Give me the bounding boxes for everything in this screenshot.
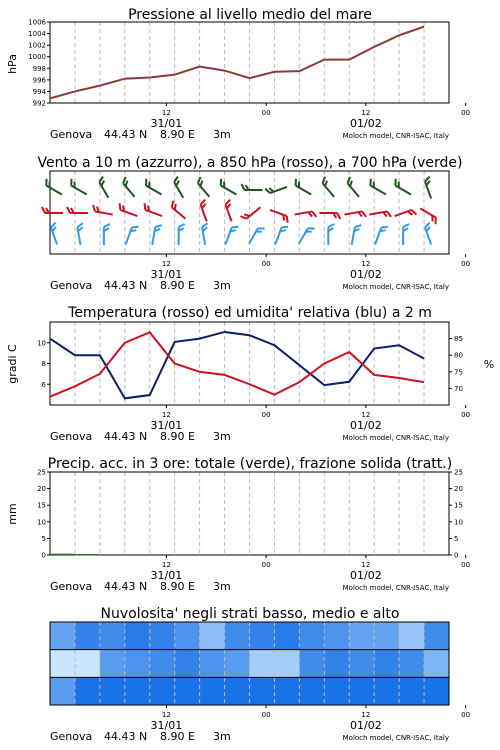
location-name: Genova — [50, 730, 93, 743]
barb-shaft — [395, 186, 411, 195]
wind-10m-barb — [225, 225, 238, 247]
y2-tick-label: 20 — [454, 485, 463, 494]
cloud-cell — [299, 622, 324, 650]
date-label: 31/01 — [150, 719, 183, 732]
barb-flag — [143, 179, 149, 186]
cloud-cell — [250, 622, 275, 650]
barb-flag — [77, 223, 83, 227]
cloud-cell — [75, 677, 100, 705]
cloud-cell — [100, 622, 125, 650]
location-lon: 8.90 E — [160, 128, 195, 141]
wind-700-barb — [218, 179, 239, 195]
wind-10m-barb — [403, 224, 409, 245]
date-label: 01/02 — [350, 419, 382, 432]
barb-flag — [403, 224, 409, 227]
cloud-cell — [150, 622, 175, 650]
y2-tick-label: 80 — [454, 351, 463, 360]
wind-700-barb — [321, 177, 339, 197]
wind-10m-barb — [50, 223, 63, 245]
barb-flag — [44, 179, 50, 186]
y-tick-label: 25 — [37, 468, 46, 477]
barb-flag — [308, 226, 315, 232]
wind-10m-barb — [275, 225, 288, 247]
barb-flag — [155, 224, 161, 228]
barb-flag — [202, 223, 208, 227]
barb-shaft — [95, 211, 113, 214]
x-tick-label: 00 — [261, 411, 271, 419]
wind-700-barb — [293, 179, 314, 195]
y-tick-label: 15 — [37, 501, 46, 510]
barb-flag — [92, 205, 96, 211]
y2-tick-label: 25 — [454, 468, 463, 477]
barb-shaft — [120, 210, 137, 216]
wind-10m-barb — [375, 225, 388, 247]
date-label: 01/02 — [350, 719, 382, 732]
cloud-cell — [200, 622, 225, 650]
y2-tick-label: 15 — [454, 501, 463, 510]
x-tick-label: 12 — [161, 109, 171, 117]
cloud-cell — [349, 650, 374, 678]
location-alt: 3m — [213, 279, 231, 292]
x-tick-label: 12 — [361, 561, 371, 569]
barb-shaft — [71, 186, 87, 195]
location-lon: 8.90 E — [160, 580, 195, 593]
cloud-cell — [200, 677, 225, 705]
precip-title: Precip. acc. in 3 ore: totale (verde), frazione solida (tratt.) — [47, 456, 453, 472]
y2-tick-label: 10 — [454, 518, 463, 527]
y-tick-label: 0 — [41, 551, 46, 560]
wind-700-barb — [121, 177, 139, 197]
wind-700-barb — [393, 179, 414, 195]
pressure-ylabel: hPa — [6, 54, 19, 74]
wind-850-barb — [295, 211, 317, 221]
x-tick-label: 12 — [361, 109, 371, 117]
wind-700-barb — [424, 177, 437, 199]
barb-flag — [285, 216, 290, 223]
wind-700-barb — [265, 181, 287, 194]
wind-10m-barb — [202, 223, 212, 245]
y-tick-label: 10 — [37, 339, 46, 348]
wind-10m-barb — [249, 226, 265, 247]
x-tick-label: 00 — [461, 561, 471, 569]
wind-850-barb — [42, 207, 63, 213]
barb-flag — [142, 203, 147, 210]
cloud-cell — [349, 677, 374, 705]
humidity-ylabel: % — [483, 358, 495, 371]
cloud-cell — [175, 677, 200, 705]
model-credit: Moloch model, CNR-ISAC, Italy — [342, 584, 449, 592]
cloud-cell — [100, 650, 125, 678]
cloud-cell — [424, 622, 449, 650]
barb-flag — [67, 207, 70, 213]
barb-shaft — [126, 228, 132, 245]
barb-flag — [328, 224, 334, 227]
plot-frame — [50, 22, 449, 103]
x-tick-label: 00 — [261, 711, 271, 719]
wind-10m-barb — [352, 224, 362, 246]
cloud-cell — [349, 622, 374, 650]
x-tick-label: 00 — [461, 109, 471, 117]
cloud-cell — [50, 677, 75, 705]
cloud-cell — [50, 650, 75, 678]
model-credit: Moloch model, CNR-ISAC, Italy — [342, 132, 449, 140]
y2-tick-label: 0 — [454, 551, 459, 560]
wind-700-barb — [346, 177, 364, 197]
barb-flag — [242, 184, 245, 190]
y-tick-label: 994 — [32, 87, 46, 96]
barb-shaft — [99, 182, 108, 198]
cloud-cell — [399, 650, 424, 678]
barb-flag — [393, 179, 399, 186]
barb-flag — [232, 225, 239, 230]
wind-850-barb — [92, 205, 114, 215]
wind-10m-barb — [77, 223, 87, 245]
cloud-cell — [225, 677, 250, 705]
barb-flag — [69, 179, 75, 186]
model-credit: Moloch model, CNR-ISAC, Italy — [342, 734, 449, 742]
wind-700-barb — [368, 179, 389, 195]
cloud-cell — [399, 677, 424, 705]
barb-flag — [355, 224, 361, 228]
cloud-cell — [424, 650, 449, 678]
wind-700-barb — [69, 179, 90, 195]
location-alt: 3m — [213, 430, 231, 443]
temp-title: Temperatura (rosso) ed umidita' relativa (blu) a 2 m — [68, 305, 432, 321]
y2-tick-label: 70 — [454, 384, 463, 393]
wind-850-barb — [268, 210, 290, 223]
y2-tick-label: 75 — [454, 368, 463, 377]
barb-shaft — [352, 227, 355, 245]
barb-shaft — [172, 207, 186, 219]
wind-10m-barb — [328, 224, 334, 245]
cloud-cell — [150, 677, 175, 705]
wind-850-barb — [118, 203, 140, 216]
x-tick-label: 00 — [261, 561, 271, 569]
cloud-cell — [150, 650, 175, 678]
y-tick-label: 996 — [32, 76, 46, 85]
x-tick-label: 00 — [461, 711, 471, 719]
barb-shaft — [299, 228, 308, 244]
cloud-cell — [125, 650, 150, 678]
x-tick-label: 12 — [161, 561, 171, 569]
cloud-cell — [299, 650, 324, 678]
date-label: 31/01 — [150, 117, 183, 130]
cloud-cell — [100, 677, 125, 705]
wind-10m-barb — [126, 225, 139, 247]
x-tick-label: 12 — [361, 711, 371, 719]
barb-flag — [387, 211, 391, 217]
wind-850-barb — [224, 200, 237, 222]
wind-850-barb — [319, 213, 340, 219]
wind-panel — [37, 155, 470, 292]
cloud-cell — [424, 677, 449, 705]
cloud-title: Nuvolosita' negli strati basso, medio e alto — [100, 606, 400, 622]
location-name: Genova — [50, 430, 93, 443]
barb-flag — [179, 224, 185, 227]
wind-700-barb — [44, 179, 65, 195]
cloud-cell — [374, 650, 399, 678]
barb-shaft — [152, 227, 155, 245]
wind-850-barb — [369, 211, 391, 221]
barb-shaft — [375, 228, 381, 245]
cloud-cell — [225, 622, 250, 650]
x-tick-label: 12 — [161, 711, 171, 719]
barb-flag — [368, 179, 374, 186]
y-tick-label: 8 — [41, 360, 46, 368]
barb-shaft — [46, 186, 62, 195]
cloud-cell — [274, 650, 299, 678]
cloud-cell — [324, 622, 349, 650]
y-tick-label: 10 — [37, 518, 46, 527]
x-tick-label: 12 — [161, 411, 171, 419]
x-tick-label: 00 — [461, 260, 471, 268]
precip-panel — [6, 456, 470, 593]
wind-10m-barb — [152, 224, 162, 246]
cloud-cell — [399, 622, 424, 650]
barb-flag — [132, 225, 139, 230]
barb-shaft — [249, 228, 258, 244]
location-name: Genova — [50, 279, 93, 292]
location-alt: 3m — [213, 580, 231, 593]
y-tick-label: 998 — [32, 64, 46, 73]
date-label: 31/01 — [150, 569, 183, 582]
wind-850-barb — [142, 203, 164, 216]
y2-tick-label: 5 — [454, 534, 459, 543]
barb-shaft — [270, 210, 287, 216]
y-tick-label: 1000 — [28, 53, 46, 62]
location-alt: 3m — [213, 128, 231, 141]
barb-flag — [258, 226, 265, 232]
wind-10m-barb — [299, 226, 315, 247]
wind-850-barb — [200, 200, 213, 222]
y-tick-label: 5 — [41, 534, 46, 543]
wind-850-barb — [169, 201, 189, 219]
y-tick-label: 6 — [41, 380, 46, 389]
cloud-cell — [175, 622, 200, 650]
pressure-title: Pressione al livello medio del mare — [128, 7, 372, 23]
location-lat: 44.43 N — [104, 430, 148, 443]
x-tick-label: 12 — [361, 260, 371, 268]
precip-bar — [50, 554, 75, 556]
barb-flag — [433, 218, 439, 225]
cloud-cell — [225, 650, 250, 678]
location-lon: 8.90 E — [160, 730, 195, 743]
barb-shaft — [275, 228, 281, 245]
cloud-cell — [75, 650, 100, 678]
barb-shaft — [174, 182, 183, 198]
barb-shaft — [221, 186, 237, 195]
cloud-cell — [75, 622, 100, 650]
location-alt: 3m — [213, 730, 231, 743]
temp-ylabel: gradi C — [6, 344, 19, 384]
barb-flag — [118, 203, 123, 210]
cloud-cell — [324, 650, 349, 678]
wind-850-barb — [67, 207, 88, 213]
wind-700-barb — [143, 179, 164, 195]
barb-shaft — [145, 210, 162, 216]
pressure-panel — [6, 7, 470, 141]
cloud-cell — [125, 622, 150, 650]
wind-850-barb — [395, 209, 417, 222]
barb-flag — [104, 224, 110, 227]
date-label: 01/02 — [350, 268, 382, 281]
barb-flag — [293, 179, 299, 186]
barb-flag — [218, 179, 224, 186]
barb-shaft — [146, 186, 162, 195]
wind-10m-barb — [104, 224, 110, 245]
date-label: 31/01 — [150, 268, 183, 281]
wind-700-barb — [242, 184, 263, 190]
barb-shaft — [296, 186, 312, 195]
location-lat: 44.43 N — [104, 279, 148, 292]
x-tick-label: 00 — [261, 260, 271, 268]
cloud-cell — [250, 650, 275, 678]
cloud-cell — [274, 622, 299, 650]
wind-title: Vento a 10 m (azzurro), a 850 hPa (rosso), a 700 hPa (verde) — [37, 155, 463, 171]
cloud-cell — [250, 677, 275, 705]
cloud-cell — [125, 677, 150, 705]
x-tick-label: 12 — [161, 260, 171, 268]
pressure-line — [50, 27, 424, 99]
y-tick-label: 992 — [32, 99, 46, 108]
cloud-cell — [374, 677, 399, 705]
barb-flag — [381, 225, 388, 230]
barb-shaft — [225, 228, 231, 245]
precip-bar — [75, 554, 100, 556]
barb-flag — [282, 225, 289, 230]
temp-humidity-panel — [6, 305, 494, 443]
barb-flag — [337, 213, 340, 219]
y-tick-label: 20 — [37, 485, 46, 494]
wind-850-barb — [417, 209, 438, 225]
location-lat: 44.43 N — [104, 730, 148, 743]
cloud-cell — [274, 677, 299, 705]
y2-tick-label: 85 — [454, 335, 463, 344]
barb-shaft — [370, 186, 386, 195]
date-label: 31/01 — [150, 419, 183, 432]
wind-10m-barb — [424, 223, 437, 245]
location-lat: 44.43 N — [104, 580, 148, 593]
wind-10m-barb — [179, 224, 185, 245]
barb-flag — [42, 207, 45, 213]
barb-shaft — [247, 207, 261, 219]
wind-700-barb — [196, 177, 214, 197]
y-tick-label: 1006 — [28, 18, 46, 27]
cloud-cell — [50, 622, 75, 650]
cloud-cell — [200, 650, 225, 678]
y-tick-label: 1002 — [28, 41, 46, 50]
y-tick-label: 1004 — [28, 30, 46, 39]
cloud-cell — [175, 650, 200, 678]
precip-ylabel: mm — [6, 503, 19, 525]
date-label: 01/02 — [350, 117, 382, 130]
location-name: Genova — [50, 128, 93, 141]
x-tick-label: 00 — [261, 109, 271, 117]
cloud-cell — [324, 677, 349, 705]
cloud-panel — [50, 606, 470, 743]
cloud-cell — [374, 622, 399, 650]
wind-850-barb — [240, 203, 260, 221]
barb-shaft — [420, 209, 436, 218]
location-name: Genova — [50, 580, 93, 593]
model-credit: Moloch model, CNR-ISAC, Italy — [342, 283, 449, 291]
date-label: 01/02 — [350, 569, 382, 582]
barb-flag — [362, 211, 366, 217]
barb-flag — [312, 211, 316, 217]
cloud-cell — [299, 677, 324, 705]
model-credit: Moloch model, CNR-ISAC, Italy — [342, 434, 449, 442]
x-tick-label: 12 — [361, 411, 371, 419]
x-tick-label: 00 — [461, 411, 471, 419]
wind-850-barb — [344, 211, 366, 221]
location-lon: 8.90 E — [160, 430, 195, 443]
temperature-line — [50, 332, 424, 396]
location-lon: 8.90 E — [160, 279, 195, 292]
location-lat: 44.43 N — [104, 128, 148, 141]
